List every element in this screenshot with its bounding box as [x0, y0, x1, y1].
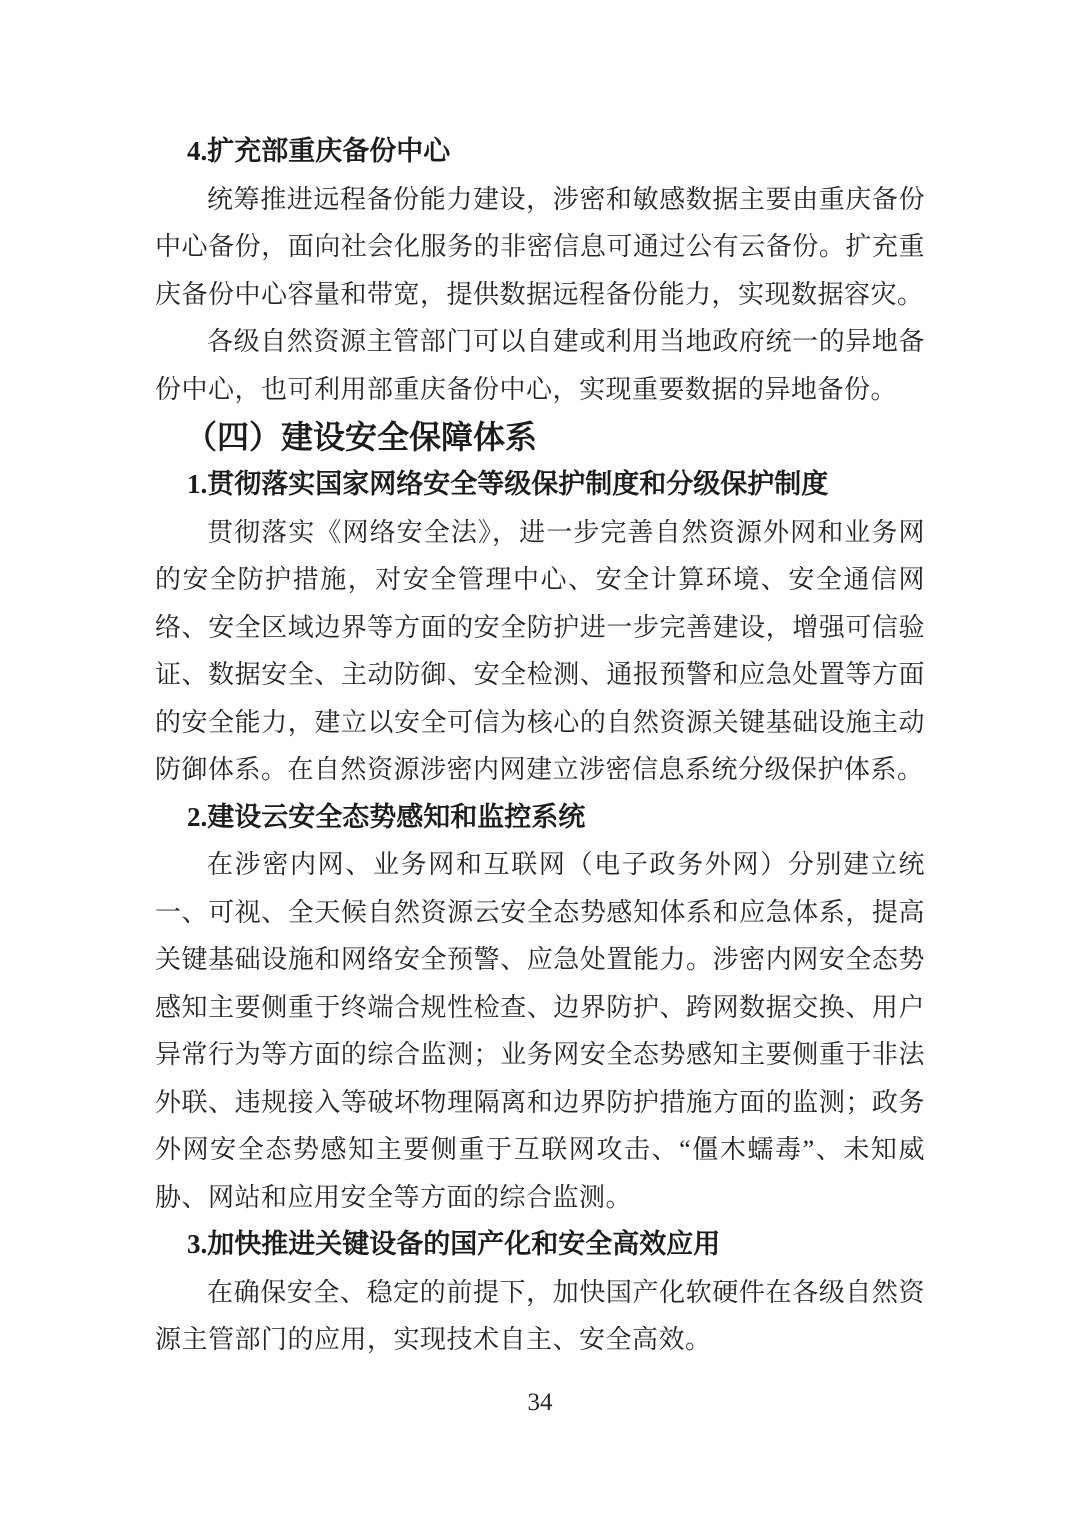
- heading-item-2-cloud-security-monitoring: 2.建设云安全态势感知和监控系统: [187, 801, 586, 832]
- paragraph: 在涉密内网、业务网和互联网（电子政务外网）分别建立统一、可视、全天候自然资源云安全态势感知体系和应急体系，提高关键基础设施和网络安全预警、应急处置能力。涉密内网安全态势感知主要侧重于终端合规性检查、边界防护、跨网数据交换、用户异常行为等方面的综合监测；业务网安全态势感知主要侧重于非法外联、违规接入等破坏物理隔离和边界防护措施方面的监测；政务外网安全态势感知主要侧重于互联网攻击、“僵木蠕毒”、未知威胁、网站和应用安全等方面的综合监测。: [155, 850, 925, 1212]
- paragraph: 在确保安全、稳定的前提下，加快国产化软硬件在各级自然资源主管部门的应用，实现技术自主、安全高效。: [155, 1277, 925, 1354]
- heading-item-1-network-security-law: 1.贯彻落实国家网络安全等级保护制度和分级保护制度: [187, 469, 829, 499]
- document-body: [155, 128, 925, 1364]
- section-heading-security-system: （四）建设安全保障体系: [185, 419, 538, 455]
- heading-item-4-expand-chongqing-backup-center: 4.扩充部重庆备份中心: [187, 136, 451, 166]
- paragraph: 贯彻落实《网络安全法》，进一步完善自然资源外网和业务网的安全防护措施，对安全管理中心、安全计算环境、安全通信网络、安全区域边界等方面的安全防护进一步完善建设，增强可信验证、数据安全、主动防御、安全检测、通报预警和应急处置等方面的安全能力，建立以安全可信为核心的自然资源关键基础设施主动防御体系。在自然资源涉密内网建立涉密信息系统分级保护体系。: [155, 517, 925, 784]
- heading-item-3-domestic-equipment: 3.加快推进关键设备的国产化和安全高效应用: [187, 1229, 721, 1259]
- paragraph: 各级自然资源主管部门可以自建或利用当地政府统一的异地备份中心，也可利用部重庆备份中心，实现重要数据的异地备份。: [155, 327, 925, 404]
- paragraph: 统筹推进远程备份能力建设，涉密和敏感数据主要由重庆备份中心备份，面向社会化服务的非密信息可通过公有云备份。扩充重庆备份中心容量和带宽，提供数据远程备份能力，实现数据容灾。: [155, 184, 925, 309]
- page-number: 34: [527, 1389, 553, 1416]
